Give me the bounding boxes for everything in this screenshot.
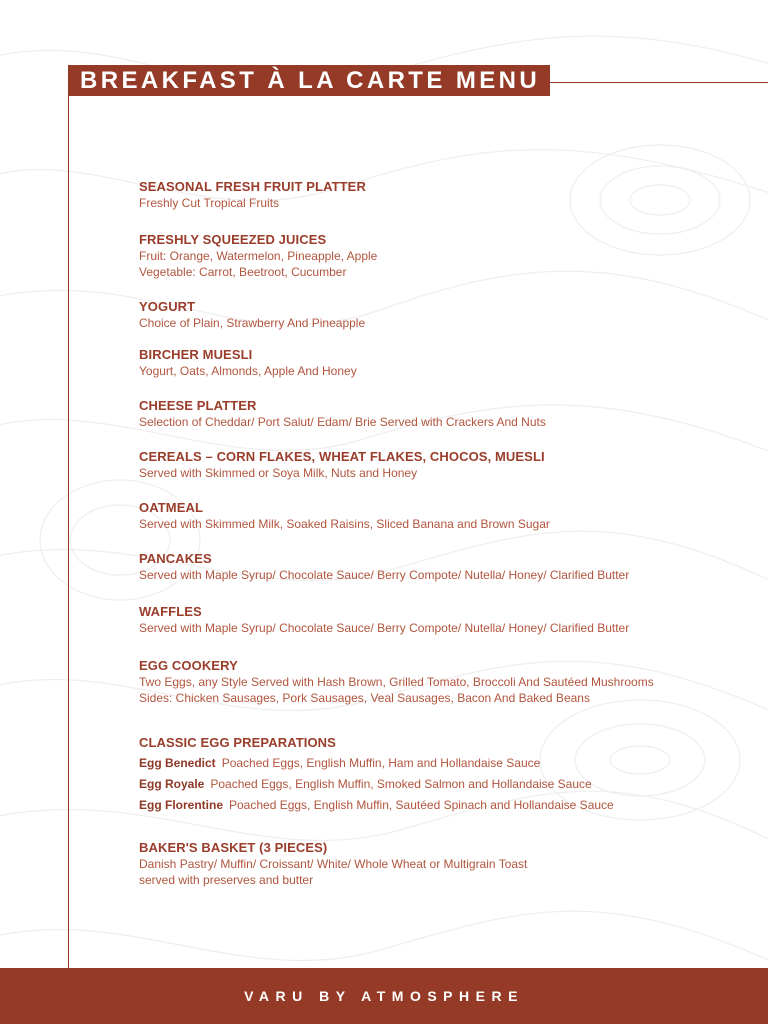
- menu-item-waffles: [139, 604, 629, 636]
- menu-item-egg-cookery: [139, 658, 654, 706]
- left-border-rule: [68, 96, 69, 968]
- egg-preparation-row: [139, 797, 614, 813]
- menu-item-oatmeal: [139, 500, 550, 532]
- egg-preparation-description: Poached Eggs, English Muffin, Sautéed Spinach and Hollandaise Sauce: [229, 798, 614, 812]
- item-name: CHEESE PLATTER: [139, 398, 257, 413]
- menu-item-bircher-muesli: [139, 347, 357, 379]
- footer-bar: [0, 968, 768, 1024]
- egg-preparation-row: [139, 755, 540, 771]
- menu-item-classic-egg-preparations: [139, 735, 336, 751]
- item-name: YOGURT: [139, 299, 196, 314]
- item-name: CLASSIC EGG PREPARATIONS: [139, 735, 336, 750]
- egg-preparation-row: [139, 776, 592, 792]
- egg-preparation-name: Egg Benedict: [139, 756, 216, 770]
- item-description: Sides: Chicken Sausages, Pork Sausages, Veal Sausages, Bacon And Baked Beans: [139, 691, 590, 705]
- menu-item-bakers-basket: [139, 840, 527, 888]
- item-description: Fruit: Orange, Watermelon, Pineapple, Apple: [139, 249, 378, 263]
- menu-item-cereals: [139, 449, 545, 481]
- item-description: Vegetable: Carrot, Beetroot, Cucumber: [139, 265, 347, 279]
- egg-preparation-name: Egg Florentine: [139, 798, 223, 812]
- item-name: WAFFLES: [139, 604, 202, 619]
- menu-item-pancakes: [139, 551, 629, 583]
- item-description: Served with Maple Syrup/ Chocolate Sauce/ Berry Compote/ Nutella/ Honey/ Clarified Butter: [139, 568, 630, 582]
- item-description: Served with Skimmed Milk, Soaked Raisins, Sliced Banana and Brown Sugar: [139, 517, 550, 531]
- item-name: BAKER'S BASKET (3 PIECES): [139, 840, 328, 855]
- item-description: Selection of Cheddar/ Port Salut/ Edam/ Brie Served with Crackers And Nuts: [139, 415, 546, 429]
- menu-item-fruit-platter: [139, 179, 366, 211]
- item-description: Two Eggs, any Style Served with Hash Brown, Grilled Tomato, Broccoli And Sautéed Mushrooms: [139, 675, 654, 689]
- menu-item-yogurt: [139, 299, 365, 331]
- item-description: Danish Pastry/ Muffin/ Croissant/ White/ Whole Wheat or Multigrain Toast: [139, 857, 528, 871]
- item-description: Choice of Plain, Strawberry And Pineapple: [139, 316, 366, 330]
- item-name: CEREALS – CORN FLAKES, WHEAT FLAKES, CHOCOS, MUESLI: [139, 449, 545, 464]
- item-name: OATMEAL: [139, 500, 204, 515]
- header-rule: [550, 82, 768, 83]
- item-description: Yogurt, Oats, Almonds, Apple And Honey: [139, 364, 357, 378]
- item-description: Served with Skimmed or Soya Milk, Nuts and Honey: [139, 466, 418, 480]
- item-name: FRESHLY SQUEEZED JUICES: [139, 232, 327, 247]
- item-name: SEASONAL FRESH FRUIT PLATTER: [139, 179, 366, 194]
- egg-preparation-description: Poached Eggs, English Muffin, Ham and Hollandaise Sauce: [221, 756, 541, 770]
- item-description: Served with Maple Syrup/ Chocolate Sauce/ Berry Compote/ Nutella/ Honey/ Clarified Butter: [139, 621, 630, 635]
- menu-item-cheese-platter: [139, 398, 546, 430]
- item-name: BIRCHER MUESLI: [139, 347, 253, 362]
- footer-brand: VARU BY ATMOSPHERE: [244, 988, 524, 1004]
- item-description: Freshly Cut Tropical Fruits: [139, 196, 280, 210]
- menu-item-juices: [139, 232, 377, 280]
- egg-preparation-name: Egg Royale: [139, 777, 205, 791]
- egg-preparation-description: Poached Eggs, English Muffin, Smoked Salmon and Hollandaise Sauce: [210, 777, 592, 791]
- title-banner: [68, 65, 550, 96]
- item-description: served with preserves and butter: [139, 873, 314, 887]
- item-name: PANCAKES: [139, 551, 212, 566]
- item-name: EGG COOKERY: [139, 658, 238, 673]
- page-title: BREAKFAST À LA CARTE MENU: [80, 67, 541, 94]
